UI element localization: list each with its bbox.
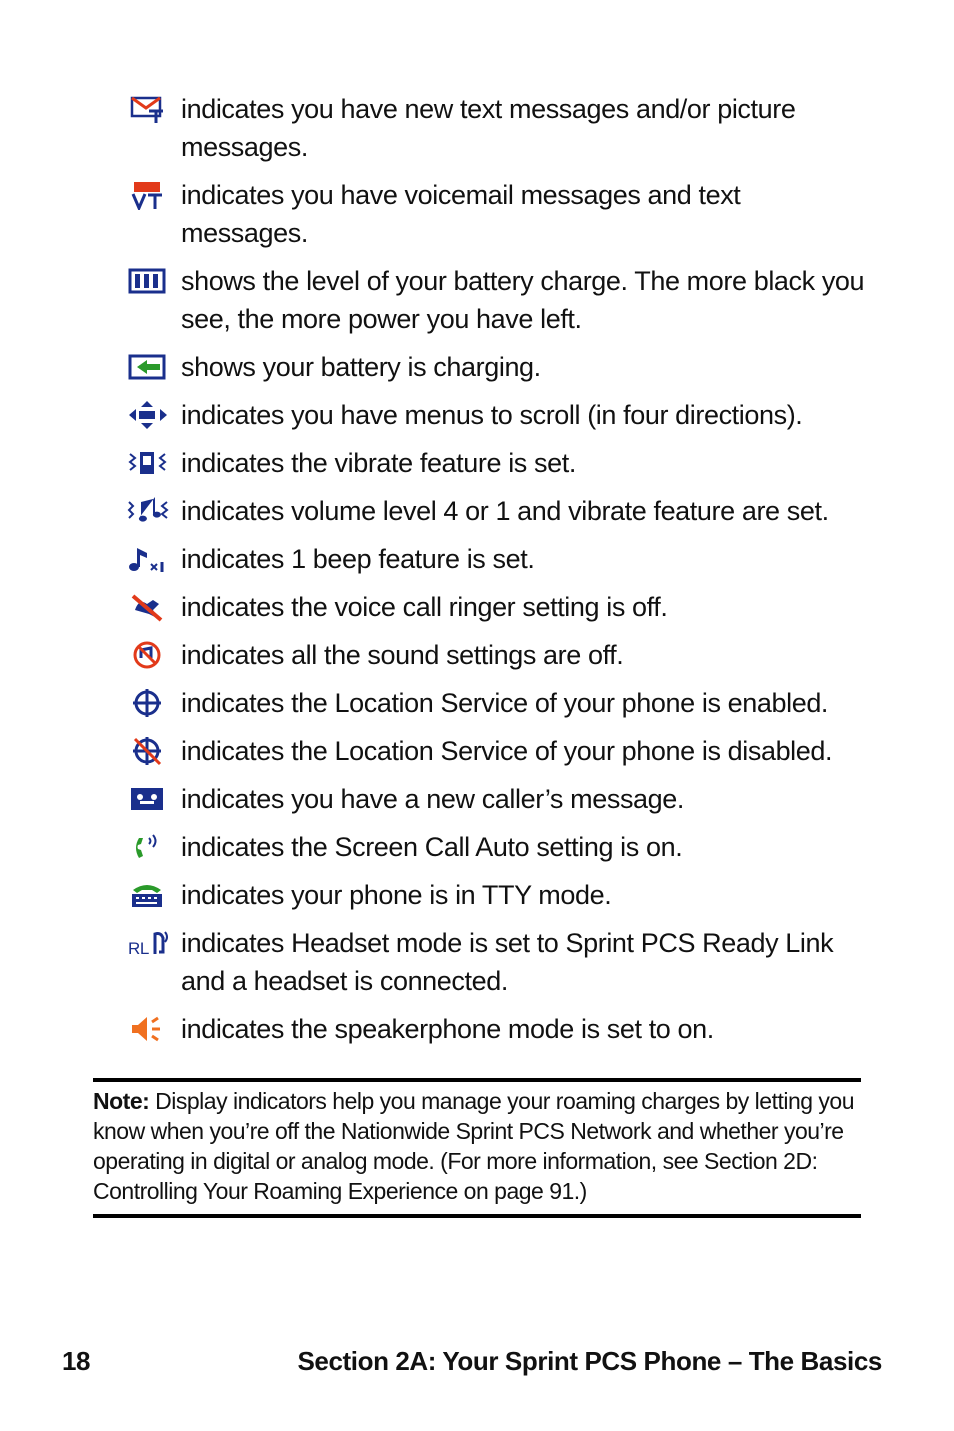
section-title: Section 2A: Your Sprint PCS Phone – The Basics bbox=[297, 1346, 882, 1376]
item-text: indicates you have new text messages and/or picture messages. bbox=[181, 94, 796, 162]
list-item bbox=[127, 444, 867, 482]
list-item bbox=[127, 492, 867, 530]
list-item bbox=[127, 396, 867, 434]
sound-off-icon bbox=[127, 640, 169, 670]
tty-icon bbox=[127, 880, 169, 910]
list-item bbox=[127, 732, 867, 770]
ready-link-headset-icon bbox=[127, 928, 169, 958]
item-text: indicates all the sound settings are off. bbox=[181, 640, 624, 670]
envelope-t-icon bbox=[127, 94, 169, 124]
item-text: indicates 1 beep feature is set. bbox=[181, 544, 535, 574]
item-text: indicates Headset mode is set to Sprint PCS Ready Link and a headset is connected. bbox=[181, 928, 834, 996]
four-way-scroll-icon bbox=[127, 400, 169, 430]
list-item bbox=[127, 262, 867, 338]
callers-message-icon bbox=[127, 784, 169, 814]
battery-level-icon bbox=[127, 266, 169, 296]
one-beep-icon bbox=[127, 544, 169, 574]
vibrate-icon bbox=[127, 448, 169, 478]
item-text: indicates the Location Service of your phone is enabled. bbox=[181, 688, 829, 718]
voicemail-text-icon bbox=[127, 180, 169, 210]
item-text: indicates the voice call ringer setting is off. bbox=[181, 592, 668, 622]
item-text: indicates the speakerphone mode is set to on. bbox=[181, 1014, 714, 1044]
item-text: shows your battery is charging. bbox=[181, 352, 541, 382]
item-text: indicates the Location Service of your phone is disabled. bbox=[181, 736, 833, 766]
screen-call-icon bbox=[127, 832, 169, 862]
item-text: indicates the vibrate feature is set. bbox=[181, 448, 576, 478]
page-number: 18 bbox=[62, 1346, 91, 1376]
indicator-list bbox=[127, 90, 867, 1058]
item-text: indicates you have a new caller’s message. bbox=[181, 784, 684, 814]
list-item bbox=[127, 780, 867, 818]
ringer-off-icon bbox=[127, 592, 169, 622]
note-label: Note: bbox=[93, 1088, 150, 1114]
list-item bbox=[127, 924, 867, 1000]
list-item bbox=[127, 684, 867, 722]
note-text: Display indicators help you manage your roaming charges by letting you know when you’re off the Nationwide Sprint PCS Network and whether you’re operating in digital or analog mode. (For more information, see Section 2D: Controlling Your Roaming Experience on page 91.) bbox=[93, 1088, 855, 1204]
list-item bbox=[127, 1010, 867, 1048]
item-text: indicates your phone is in TTY mode. bbox=[181, 880, 612, 910]
item-text: indicates the Screen Call Auto setting is on. bbox=[181, 832, 683, 862]
list-item bbox=[127, 540, 867, 578]
list-item bbox=[127, 348, 867, 386]
note-box bbox=[93, 1078, 861, 1218]
location-off-icon bbox=[127, 736, 169, 766]
speakerphone-icon bbox=[127, 1014, 169, 1044]
item-text: shows the level of your battery charge. The more black you see, the more power you have left. bbox=[181, 266, 865, 334]
list-item bbox=[127, 636, 867, 674]
battery-charging-icon bbox=[127, 352, 169, 382]
list-item bbox=[127, 828, 867, 866]
item-text: indicates volume level 4 or 1 and vibrate feature are set. bbox=[181, 496, 829, 526]
location-on-icon bbox=[127, 688, 169, 718]
svg-text:RL: RL bbox=[128, 939, 149, 958]
list-item bbox=[127, 90, 867, 166]
volume-vibrate-icon bbox=[127, 496, 169, 526]
list-item bbox=[127, 588, 867, 626]
list-item bbox=[127, 876, 867, 914]
item-text: indicates you have menus to scroll (in four directions). bbox=[181, 400, 803, 430]
list-item bbox=[127, 176, 867, 252]
item-text: indicates you have voicemail messages and text messages. bbox=[181, 180, 741, 248]
